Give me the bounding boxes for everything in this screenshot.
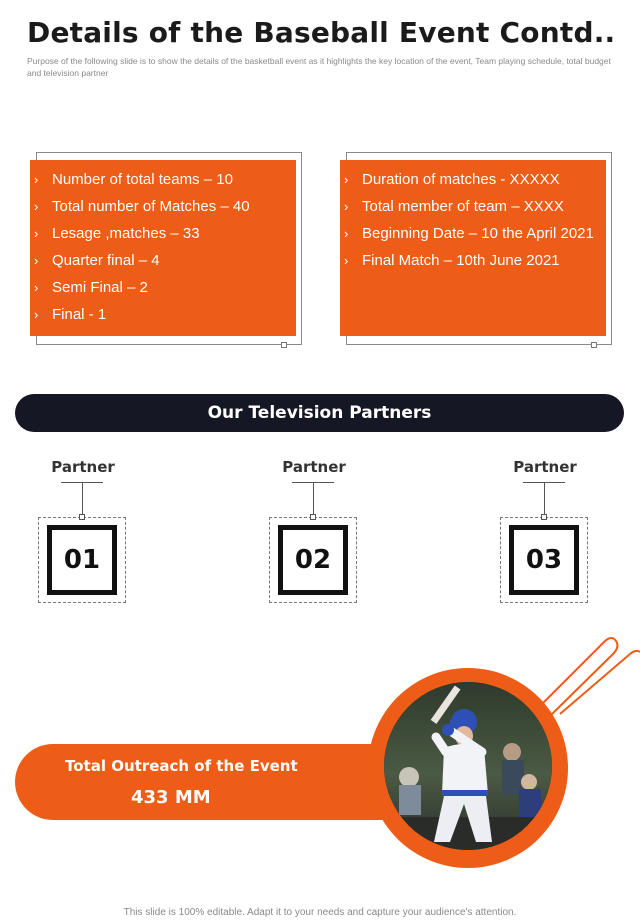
chevron-right-icon: › (34, 226, 39, 241)
list-item: › Beginning Date – 10 the April 2021 (344, 225, 594, 242)
chevron-right-icon: › (34, 199, 39, 214)
chevron-right-icon: › (34, 253, 39, 268)
list-item: › Total member of team – XXXX (344, 198, 564, 215)
chevron-right-icon: › (344, 172, 349, 187)
chevron-right-icon: › (344, 199, 349, 214)
connector-dot (541, 514, 547, 520)
frame-handle (281, 342, 287, 348)
chevron-right-icon: › (344, 226, 349, 241)
list-item: › Final Match – 10th June 2021 (344, 252, 560, 269)
list-item: › Lesage ,matches – 33 (34, 225, 200, 242)
footer-note: This slide is 100% editable. Adapt it to your needs and capture your audience's attention. (123, 907, 517, 918)
page-title: Details of the Baseball Event Contd.. (27, 16, 616, 49)
chevron-right-icon: › (34, 172, 39, 187)
photo-ring (368, 668, 568, 868)
list-item: › Semi Final – 2 (34, 279, 148, 296)
connector-dot (79, 514, 85, 520)
partner-number: 03 (509, 525, 579, 595)
chevron-right-icon: › (34, 307, 39, 322)
partner-card-1 (38, 458, 128, 608)
page-subtitle: Purpose of the following slide is to show the details of the basketball event as it highlights the key location of the event, Team playing schedule, total budget and television partner (27, 56, 611, 78)
partner-number: 01 (47, 525, 117, 595)
partner-label: Partner (282, 458, 346, 476)
left-info-box (30, 160, 296, 336)
partner-card-3 (500, 458, 590, 608)
connector-dot (310, 514, 316, 520)
chevron-right-icon: › (34, 280, 39, 295)
connector-line (544, 482, 545, 516)
baseball-player-photo (384, 682, 552, 850)
list-item: › Quarter final – 4 (34, 252, 160, 269)
outreach-banner (15, 744, 385, 820)
partner-card-2 (269, 458, 359, 608)
outreach-value: 433 MM (131, 787, 211, 808)
partner-label: Partner (51, 458, 115, 476)
baseball-player-image (384, 682, 552, 850)
list-item: › Number of total teams – 10 (34, 171, 233, 188)
partner-number: 02 (278, 525, 348, 595)
connector-line (313, 482, 314, 516)
connector-line (82, 482, 83, 516)
tv-partners-banner: Our Television Partners (15, 394, 624, 432)
chevron-right-icon: › (344, 253, 349, 268)
list-item: › Total number of Matches – 40 (34, 198, 250, 215)
list-item: › Duration of matches - XXXXX (344, 171, 560, 188)
list-item: › Final - 1 (34, 306, 107, 323)
partner-label: Partner (513, 458, 577, 476)
right-info-box (340, 160, 606, 336)
outreach-label: Total Outreach of the Event (65, 757, 298, 775)
frame-handle (591, 342, 597, 348)
